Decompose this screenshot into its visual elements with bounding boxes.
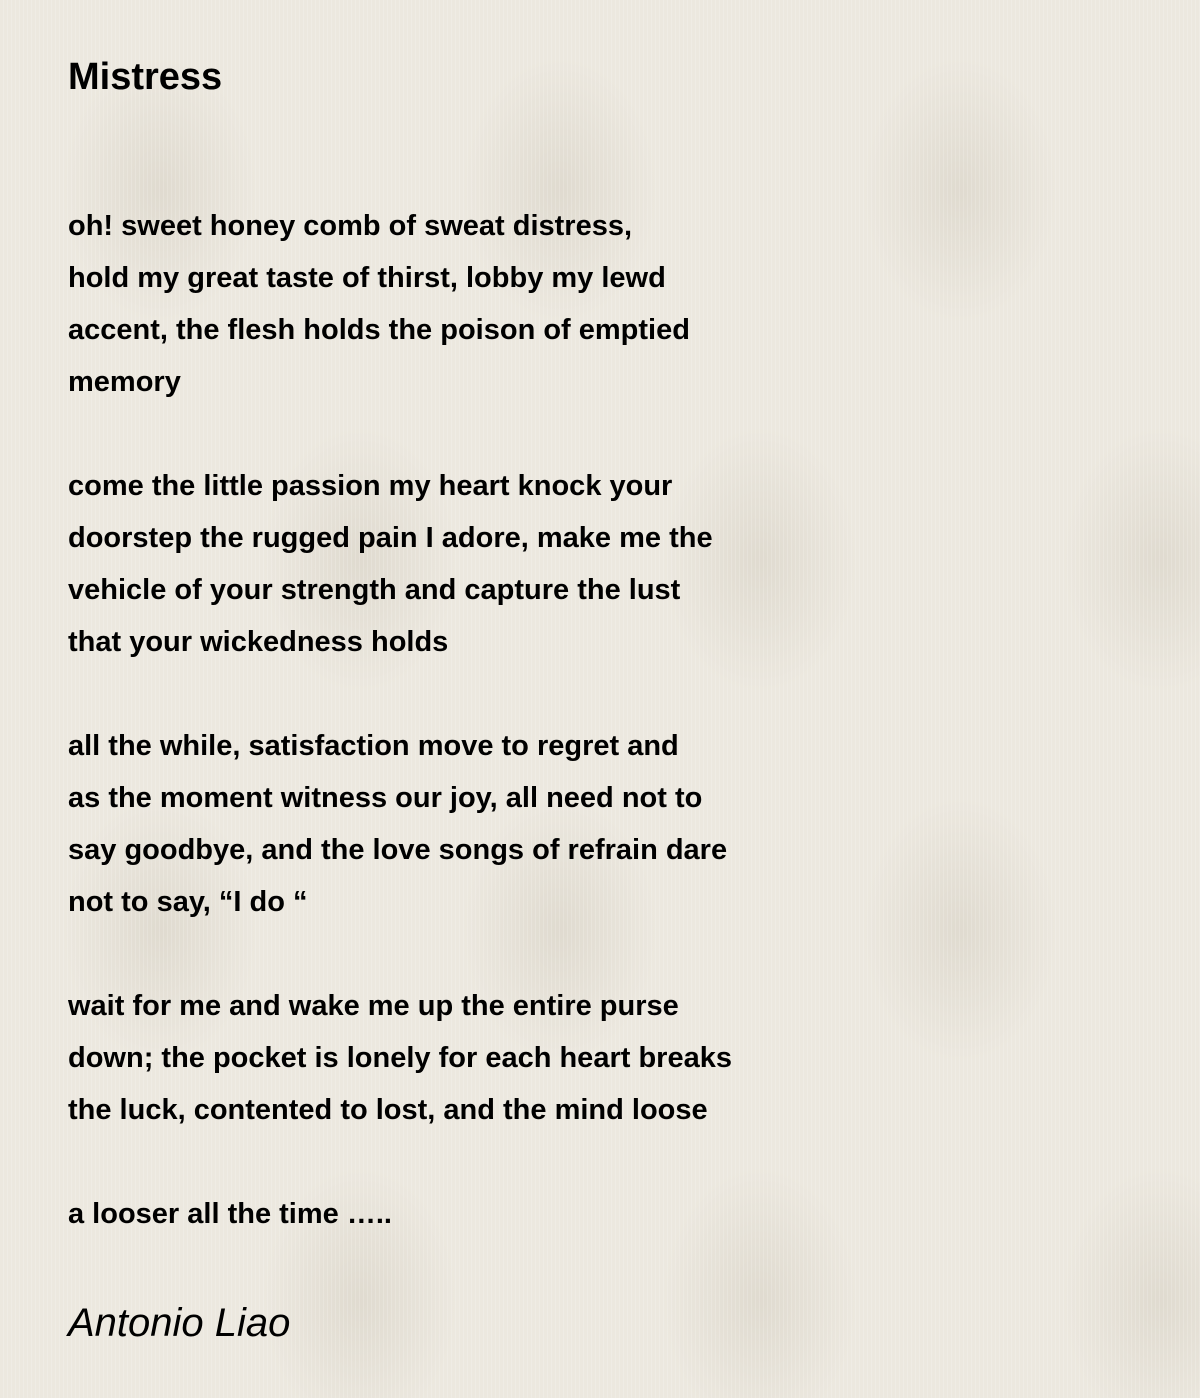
stanza-5 xyxy=(68,1188,1168,1240)
poem-line: all the while, satisfaction move to regret and xyxy=(68,730,679,762)
poem-container xyxy=(68,52,1168,1292)
stanza-3 xyxy=(68,720,1168,928)
stanza-2 xyxy=(68,460,1168,668)
poem-line: come the little passion my heart knock your xyxy=(68,470,673,502)
poem-line: oh! sweet honey comb of sweat distress, xyxy=(68,210,633,242)
poem-title: Mistress xyxy=(68,56,223,98)
stanza-4 xyxy=(68,980,1168,1136)
poem-line: not to say, “I do “ xyxy=(68,886,308,918)
poem-line: memory xyxy=(68,366,181,398)
stanza-1 xyxy=(68,200,1168,408)
poem-line: say goodbye, and the love songs of refrain dare xyxy=(68,834,728,866)
poem-body xyxy=(68,200,1168,1240)
poem-line: hold my great taste of thirst, lobby my lewd xyxy=(68,262,666,294)
poem-line: a looser all the time ….. xyxy=(68,1198,392,1230)
poem-line: doorstep the rugged pain I adore, make me the xyxy=(68,522,713,554)
poem-line: wait for me and wake me up the entire purse xyxy=(68,990,679,1022)
poem-author: Antonio Liao xyxy=(68,1301,291,1345)
poem-line: as the moment witness our joy, all need not to xyxy=(68,782,703,814)
poem-line: down; the pocket is lonely for each heart breaks xyxy=(68,1042,732,1074)
poem-line: vehicle of your strength and capture the lust xyxy=(68,574,681,606)
poem-line: that your wickedness holds xyxy=(68,626,449,658)
poem-line: the luck, contented to lost, and the mind loose xyxy=(68,1094,708,1126)
poem-line: accent, the flesh holds the poison of emptied xyxy=(68,314,690,346)
